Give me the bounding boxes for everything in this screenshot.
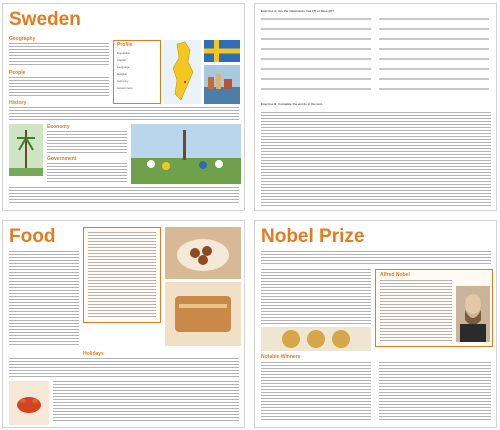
profile-row: Religion [117,72,128,76]
recipe-box [83,227,161,323]
section-heading-economy: Economy [47,124,70,130]
text-block [261,251,491,265]
profile-row: Government [117,86,133,90]
section-heading-geography: Geography [9,36,36,42]
page-nobel [254,220,497,428]
text-block [47,163,127,183]
exercise-text [261,112,491,206]
text-block [261,269,371,325]
profile-row: Currency [117,79,129,83]
section-heading-winners: Notable Winners [261,354,301,360]
text-block [379,362,491,422]
page-sweden [2,3,245,211]
page-title: Food [9,226,56,247]
section-heading-holidays: Holidays [83,351,104,357]
photo-bread [165,282,241,346]
photo-celebration [131,124,241,184]
page-food [2,220,245,428]
profile-rows [117,50,157,100]
text-block [9,251,79,345]
text-block [9,358,239,378]
page-title: Sweden [9,9,81,30]
page-title: Nobel Prize [261,226,365,247]
section-heading-government: Government [47,156,77,162]
text-block [9,107,239,121]
text-block [53,381,239,421]
profile-title: Profile [117,42,133,48]
photo-city [204,65,240,104]
alfred-nobel-box [375,269,493,347]
section-heading-history: History [9,100,27,106]
photo-alfred-nobel [456,286,490,342]
map-image [163,40,201,104]
photo-maypole [9,124,43,176]
text-block [9,77,109,97]
text-block [88,232,156,318]
text-block [9,187,239,205]
photo-crayfish [9,381,49,425]
profile-box [113,40,161,104]
text-block [380,280,452,342]
exercise-a-heading: Exercise A: Are the statements true (T) or false (F)? [261,9,335,13]
profile-row: Capital [117,58,126,62]
profile-row: Language [117,65,130,69]
flag-image [204,40,240,62]
profile-row: Population [117,51,131,55]
subhead-alfred-nobel: Alfred Nobel [380,272,410,278]
text-block [261,362,371,422]
page-exercises [254,3,497,211]
photo-medals [261,327,371,351]
text-block [9,43,109,67]
text-block [47,131,127,153]
exercise-b-heading: Exercise B: Complete the words in the text. [261,102,323,106]
photo-food [165,227,241,279]
section-heading-people: People [9,70,26,76]
